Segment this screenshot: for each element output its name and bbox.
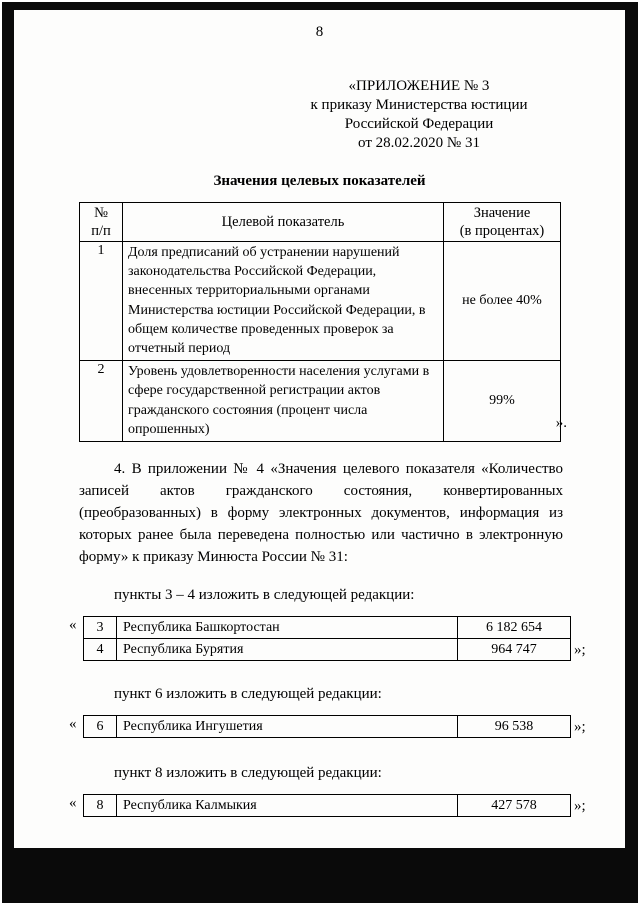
edit-table-1 bbox=[83, 616, 571, 661]
row-2-num: 2 bbox=[80, 361, 123, 442]
table-row bbox=[80, 242, 561, 361]
appendix-heading-line-4: от 28.02.2020 № 31 bbox=[358, 135, 480, 151]
edit-instruction-1: пункты 3 – 4 изложить в следующей редакции: bbox=[114, 587, 415, 604]
document-page bbox=[14, 10, 625, 848]
header-num bbox=[80, 203, 123, 242]
table-row bbox=[84, 795, 571, 817]
indicators-table bbox=[79, 202, 561, 442]
row-1-num: 1 bbox=[80, 242, 123, 361]
edit-table-block-3 bbox=[69, 794, 625, 817]
edit-table-block-2 bbox=[69, 715, 625, 738]
page-content bbox=[14, 10, 625, 817]
header-num-line-1: № bbox=[94, 205, 108, 221]
table-title: Значения целевых показателей bbox=[213, 173, 426, 189]
edit1-row2-value: 964 747 bbox=[458, 639, 571, 661]
edit3-row1-value: 427 578 bbox=[458, 795, 571, 817]
table-row bbox=[84, 639, 571, 661]
closing-quote-mark: ». bbox=[555, 415, 567, 432]
header-indicator: Целевой показатель bbox=[123, 203, 444, 242]
edit-instruction-2: пункт 6 изложить в следующей редакции: bbox=[114, 686, 382, 703]
edit2-row1-value: 96 538 bbox=[458, 716, 571, 738]
page-number: 8 bbox=[315, 24, 324, 40]
edit-table-3 bbox=[83, 794, 571, 817]
edit1-row1-num: 3 bbox=[84, 617, 117, 639]
open-quote-mark: « bbox=[69, 716, 77, 733]
edit1-row2-num: 4 bbox=[84, 639, 117, 661]
indicators-table-wrap bbox=[79, 202, 567, 442]
row-2-indicator: Уровень удовлетворенности населения услугами в сфере государственной регистрации актов гражданского состояния (процент числа опрошенных) bbox=[123, 361, 444, 442]
table-row bbox=[80, 361, 561, 442]
row-1-value: не более 40% bbox=[444, 242, 561, 361]
edit1-row1-value: 6 182 654 bbox=[458, 617, 571, 639]
header-value bbox=[444, 203, 561, 242]
edit2-row1-name: Республика Ингушетия bbox=[117, 716, 458, 738]
header-value-line-2: (в процентах) bbox=[459, 223, 545, 239]
header-value-line-1: Значение bbox=[473, 205, 531, 221]
appendix-heading-line-3: Российской Федерации bbox=[344, 116, 494, 132]
table-row bbox=[84, 617, 571, 639]
header-num-line-2: п/п bbox=[91, 223, 111, 239]
open-quote-mark: « bbox=[69, 795, 77, 812]
table-row bbox=[84, 716, 571, 738]
row-1-indicator: Доля предписаний об устранении нарушений законодательства Российской Федерации, внесенных территориальными органами Министерства юстиции Российской Федерации, в общем количестве проведенных проверок за отчетный период bbox=[123, 242, 444, 361]
edit-table-block-1 bbox=[69, 616, 625, 661]
amendment-paragraph: 4. В приложении № 4 «Значения целевого показателя «Количество записей актов гражданского состояния, конвертированных (преобразованных) в форму электронных документов, информация из которых ранее была переведена полностью или частично в электронную форму» к приказу Минюста России № 31: bbox=[79, 461, 563, 566]
edit-instruction-3: пункт 8 изложить в следующей редакции: bbox=[114, 765, 382, 782]
edit1-row1-name: Республика Башкортостан bbox=[117, 617, 458, 639]
close-quote-mark: »; bbox=[574, 798, 586, 815]
edit3-row1-num: 8 bbox=[84, 795, 117, 817]
appendix-heading-line-2: к приказу Министерства юстиции bbox=[310, 97, 528, 113]
appendix-heading bbox=[273, 77, 565, 153]
close-quote-mark: »; bbox=[574, 642, 586, 659]
edit1-row2-name: Республика Бурятия bbox=[117, 639, 458, 661]
edit3-row1-name: Республика Калмыкия bbox=[117, 795, 458, 817]
close-quote-mark: »; bbox=[574, 719, 586, 736]
row-2-value: 99% bbox=[444, 361, 561, 442]
appendix-heading-line-1: «ПРИЛОЖЕНИЕ № 3 bbox=[348, 78, 490, 94]
indicators-header-row bbox=[80, 203, 561, 242]
edit-table-2 bbox=[83, 715, 571, 738]
open-quote-mark: « bbox=[69, 617, 77, 634]
edit2-row1-num: 6 bbox=[84, 716, 117, 738]
